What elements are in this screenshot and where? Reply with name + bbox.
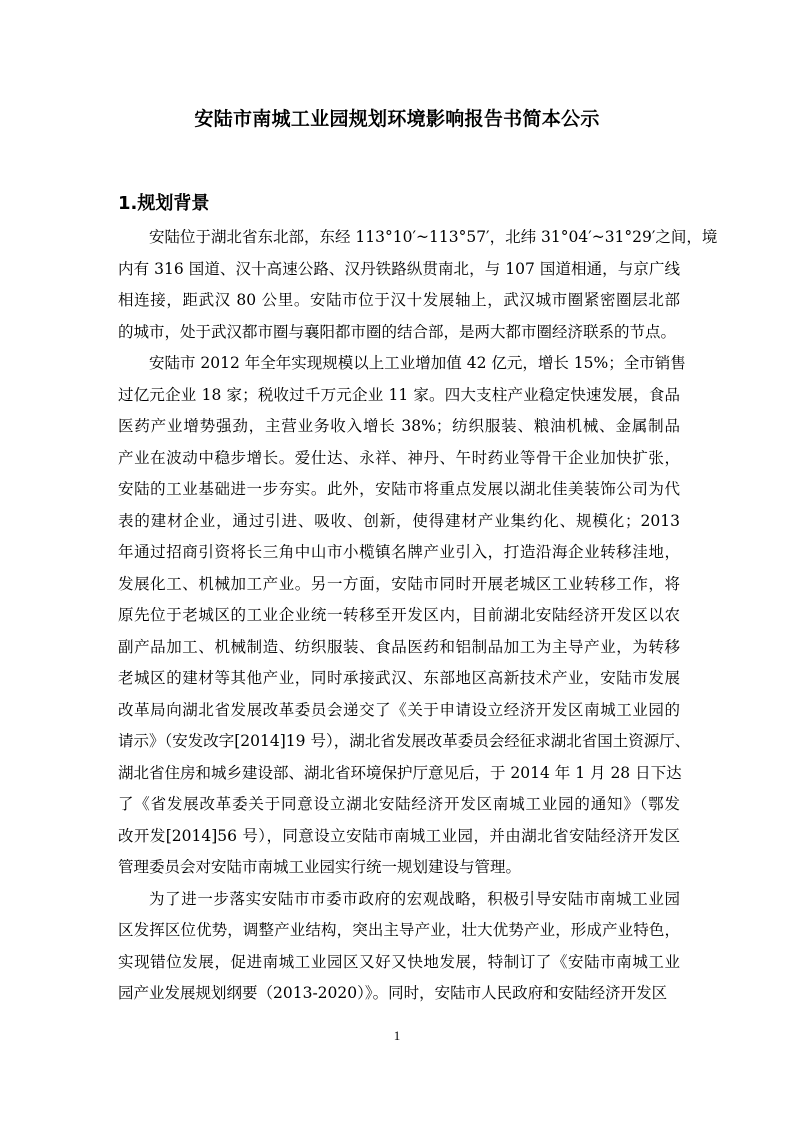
- paragraph-line: 原先位于老城区的工业企业统一转移至开发区内，目前湖北安陆经济开发区以农: [118, 606, 680, 624]
- paragraph-line: 副产品加工、机械制造、纺织服装、食品医药和铝制品加工为主导产业，为转移: [118, 637, 680, 656]
- section-heading: 1.规划背景: [118, 193, 210, 214]
- document-body: [118, 222, 718, 1010]
- paragraph-line: 表的建材企业，通过引进、吸收、创新，使得建材产业集约化、规模化；2013: [118, 511, 680, 530]
- paragraph-line: 区发挥区位优势，调整产业结构，突出主导产业，壮大优势产业，形成产业特色，: [118, 921, 680, 939]
- paragraph-line: 年通过招商引资将长三角中山市小榄镇名牌产业引入，打造沿海企业转移洼地，: [118, 543, 680, 561]
- paragraph-line: 实现错位发展，促进南城工业园区又好又快地发展，特制订了《安陆市南城工业: [118, 952, 680, 971]
- paragraph: [118, 884, 680, 1010]
- paragraph-line: 湖北省住房和城乡建设部、湖北省环境保护厅意见后，于 2014 年 1 月 28 日下达: [118, 763, 682, 782]
- paragraph-line: 改开发[2014]56 号），同意设立安陆市南城工业园，并由湖北省安陆经济开发区: [118, 826, 680, 845]
- paragraph-line: 发展化工、机械加工产业。另一方面，安陆市同时开展老城区工业转移工作，将: [118, 574, 680, 593]
- paragraph-line: 安陆的工业基础进一步夯实。此外，安陆市将重点发展以湖北佳美装饰公司为代: [118, 480, 680, 498]
- paragraph-line: 老城区的建材等其他产业，同时承接武汉、东部地区高新技术产业，安陆市发展: [118, 669, 680, 687]
- paragraph-line: 为了进一步落实安陆市市委市政府的宏观战略，积极引导安陆市南城工业园: [149, 889, 680, 908]
- paragraph-line: 相连接，距武汉 80 公里。安陆市位于汉十发展轴上，武汉城市圈紧密圈层北部: [118, 291, 680, 309]
- paragraph-line: 安陆市 2012 年全年实现规模以上工业增加值 42 亿元，增长 15%；全市销售: [149, 354, 686, 372]
- paragraph-line: 产业在波动中稳步增长。爱仕达、永祥、神丹、午时药业等骨干企业加快扩张，: [118, 448, 680, 467]
- paragraph-line: 管理委员会对安陆市南城工业园实行统一规划建设与管理。: [118, 858, 522, 876]
- document-title: 安陆市南城工业园规划环境影响报告书简本公示: [194, 108, 600, 130]
- page-number: 1: [393, 1028, 401, 1043]
- paragraph-line: 的城市，处于武汉都市圈与襄阳都市圈的结合部，是两大都市圈经济联系的节点。: [118, 322, 677, 341]
- paragraph: [118, 222, 718, 348]
- paragraph-line: 园产业发展规划纲要（2013-2020）》。同时，安陆市人民政府和安陆经济开发区: [118, 984, 668, 1002]
- paragraph: [118, 348, 691, 884]
- paragraph-line: 内有 316 国道、汉十高速公路、汉丹铁路纵贯南北，与 107 国道相通，与京广线: [118, 259, 680, 278]
- paragraph-line: 改革局向湖北省发展改革委员会递交了《关于申请设立经济开发区南城工业园的: [118, 700, 680, 719]
- paragraph-line: 医药产业增势强劲，主营业务收入增长 38%；纺织服装、粮油机械、金属制品: [118, 417, 680, 435]
- paragraph-line: 过亿元企业 18 家；税收过千万元企业 11 家。四大支柱产业稳定快速发展，食品: [118, 385, 680, 404]
- paragraph-line: 了《省发展改革委关于同意设立湖北安陆经济开发区南城工业园的通知》（鄂发: [118, 795, 680, 813]
- paragraph-line: 请示》（安发改字[2014]19 号），湖北省发展改革委员会经征求湖北省国土资源厅、: [118, 732, 691, 750]
- paragraph-line: 安陆位于湖北省东北部，东经 113°10′~113°57′，北纬 31°04′~31°29′之间，境: [149, 228, 718, 246]
